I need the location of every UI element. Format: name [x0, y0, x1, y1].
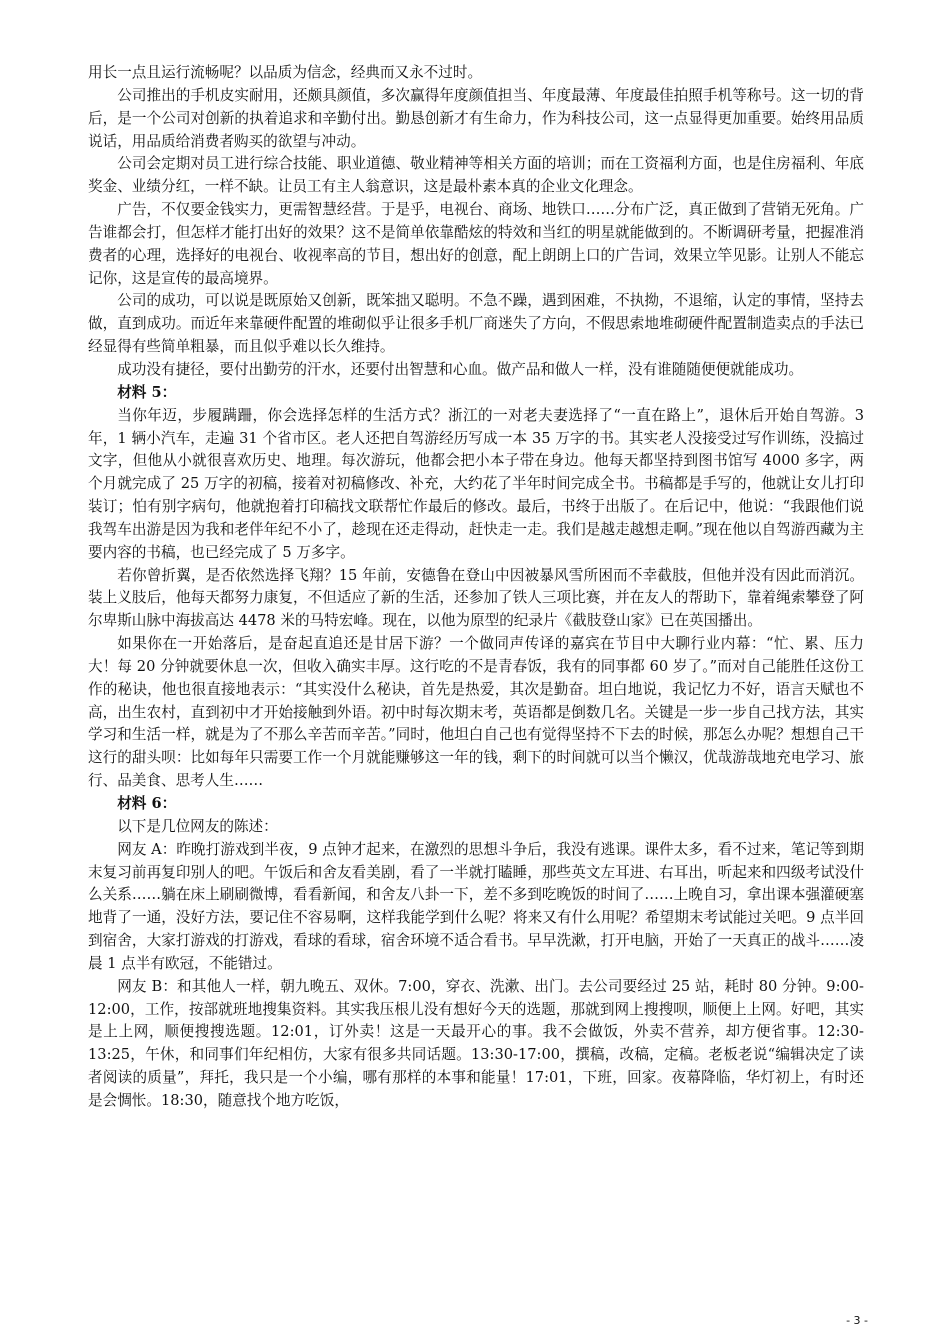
paragraph-netizen-a: 网友 A：昨晚打游戏到半夜，9 点钟才起来，在激烈的思想斗争后，我没有逃课。课件太多，看不过来，笔记等到期末复习前再复印别人的吧。午饭后和舍友看美剧，看了一半就打瞌睡，那些英文左耳进、右耳出，听起来和四级考试没什么关系……躺在床上刷刷微博，看看新闻，和舍友八卦一下，差不多到吃晚饭的时间了……上晚自习，拿出课本强灌硬塞地背了一通，没好方法，要记住不容易啊，这样我能学到什么呢？将来又有什么用呢？希望期末考试能过关吧。9 点半回到宿舍，大家打游戏的打游戏，看球的看球，宿舍环境不适合看书。早早洗漱，打开电脑，开始了一天真正的战斗……凌晨 1 点半有欧冠，不能错过。 — [88, 840, 864, 972]
material-6-heading: 材料 6： — [117, 795, 177, 812]
page-number: - 3 - — [846, 1314, 868, 1327]
paragraph-advertising: 广告，不仅要金钱实力，更需智慧经营。于是乎，电视台、商场、地铁口……分布广泛，真正做到了营销无死角。广告谁都会打，但怎样才能打出好的效果？这不是简单依靠酷炫的特效和当红的明星就能做到的。不断调研考量，把握准消费者的心理，选择好的电视台、收视率高的节目，想出好的创意，配上朗朗上口的广告词，效果立竿见影。让别人不能忘记你，这是宣传的最高境界。 — [88, 201, 864, 287]
material-5-heading: 材料 5： — [117, 383, 177, 401]
paragraph-company-success: 公司的成功，可以说是既原始又创新，既笨拙又聪明。不急不躁，遇到困难，不执拗，不退缩，认定的事情，坚持去做，直到成功。而近年来靠硬件配置的堆砌似乎让很多手机厂商迷失了方向，不假思索地堆砌硬件配置制造卖点的手法已经显得有些简单粗暴，而且似乎难以长久维持。 — [88, 292, 864, 356]
paragraph-elderly-couple: 当你年迈，步履蹒跚，你会选择怎样的生活方式？浙江的一对老夫妻选择了“一直在路上”，退休后开始自驾游。3 年，1 辆小汽车，走遍 31 个省市区。老人还把自驾游经历写成一本 35 万字的书。其实老人没接受过写作训练，没搞过文字，但他从小就很喜欢历史、地理。每次游玩，他都会把小本子带在身边。他每天都坚持到图书馆写 4000 多字，两个月就完成了 25 万字的初稿，接着对初稿修改、补充，大约花了半年时间完成全书。书稿都是手写的，他就让女儿打印装订；怕有别字病句，他就抱着打印稿找文联帮忙作最后的修改。最后，书终于出版了。在后记中，他说：“我跟他们说我驾车出游是因为我和老伴年纪不小了，趁现在还走得动，赶快走一走。我们是越走越想走啊。”现在他以自驾游西藏为主要内容的书稿，也已经完成了 5 万多字。 — [88, 406, 864, 561]
paragraph-netizen-b: 网友 B：和其他人一样，朝九晚五、双休。7:00，穿衣、洗漱、出门。去公司要经过 25 站，耗时 80 分钟。9:00-12:00，工作，按部就班地搜集资料。其实我压根儿没有想好今天的选题，那就到网上搜搜呗，顺便上上网。好吧，其实是上上网，顺便搜搜选题。12:01，订外卖！这是一天最开心的事。我不会做饭，外卖不营养，却方便省事。12:30-13:25，午休，和同事们年纪相仿，大家有很多共同话题。13:30-17:00，撰稿，改稿，定稿。老板老说“编辑决定了读者阅读的质量”，拜托，我只是一个小编，哪有那样的本事和能量！17:01，下班，回家。夜幕降临，华灯初上，有时还是会惆怅。18:30，随意找个地方吃饭， — [88, 977, 864, 1109]
paragraph-andrew: 若你曾折翼，是否依然选择飞翔？15 年前，安德鲁在登山中因被暴风雪所困而不幸截肢，但他并没有因此而消沉。装上义肢后，他每天都努力康复，不但适应了新的生活，还参加了铁人三项比赛，并在友人的帮助下，靠着绳索攀登了阿尔卑斯山脉中海拔高达 4478 米的马特宏峰。现在，以他为原型的纪录片《截肢登山家》已在英国播出。 — [88, 566, 864, 630]
paragraph-phone-quality: 公司推出的手机皮实耐用，还颇具颜值，多次赢得年度颜值担当、年度最薄、年度最佳拍照手机等称号。这一切的背后，是一个公司对创新的执着追求和辛勤付出。勤恳创新才有生命力，作为科技公司，这一点显得更加重要。始终用品质说话，用品质给消费者购买的欲望与冲动。 — [88, 86, 864, 150]
paragraph-staff-training: 公司会定期对员工进行综合技能、职业道德、敬业精神等相关方面的培训；而在工资福利方面，也是住房福利、年底奖金、业绩分红，一样不缺。让员工有主人翁意识，这是最朴素本真的企业文化理念。 — [88, 155, 864, 196]
paragraph-netizens-intro: 以下是几位网友的陈述： — [117, 817, 278, 835]
paragraph-no-shortcut: 成功没有捷径，要付出勤劳的汗水，还要付出智慧和心血。做产品和做人一样，没有谁随随便便就能成功。 — [117, 360, 804, 378]
paragraph-continuation: 用长一点且运行流畅呢？以品质为信念，经典而又永不过时。 — [88, 64, 483, 81]
paragraph-interpreter: 如果你在一开始落后，是奋起直追还是甘居下游？一个做同声传译的嘉宾在节目中大聊行业内幕：“忙、累、压力大！每 20 分钟就要休息一次，但收入确实丰厚。这行吃的不是青春饭，我有的同事都 60 岁了。”而对自己能胜任这份工作的秘诀，他也很直接地表示：“其实没什么秘诀，首先是热爱，其次是勤奋。坦白地说，我记忆力不好，语言天赋也不高，出生农村，直到初中才开始接触到外语。初中时每次期末考，英语都是倒数几名。关键是一步一步自己找方法，其实学习和生活一样，就是为了不那么辛苦而辛苦。”同时，他坦白自己也有觉得坚持不下去的时候，那怎么办呢？想想自己干这行的甜头呗：比如每年只需要工作一个月就能赚够这一年的钱，剩下的时间就可以当个懒汉，优哉游哉地充电学习、旅行、品美食、思考人生…… — [88, 635, 864, 790]
document-body — [88, 62, 864, 1113]
